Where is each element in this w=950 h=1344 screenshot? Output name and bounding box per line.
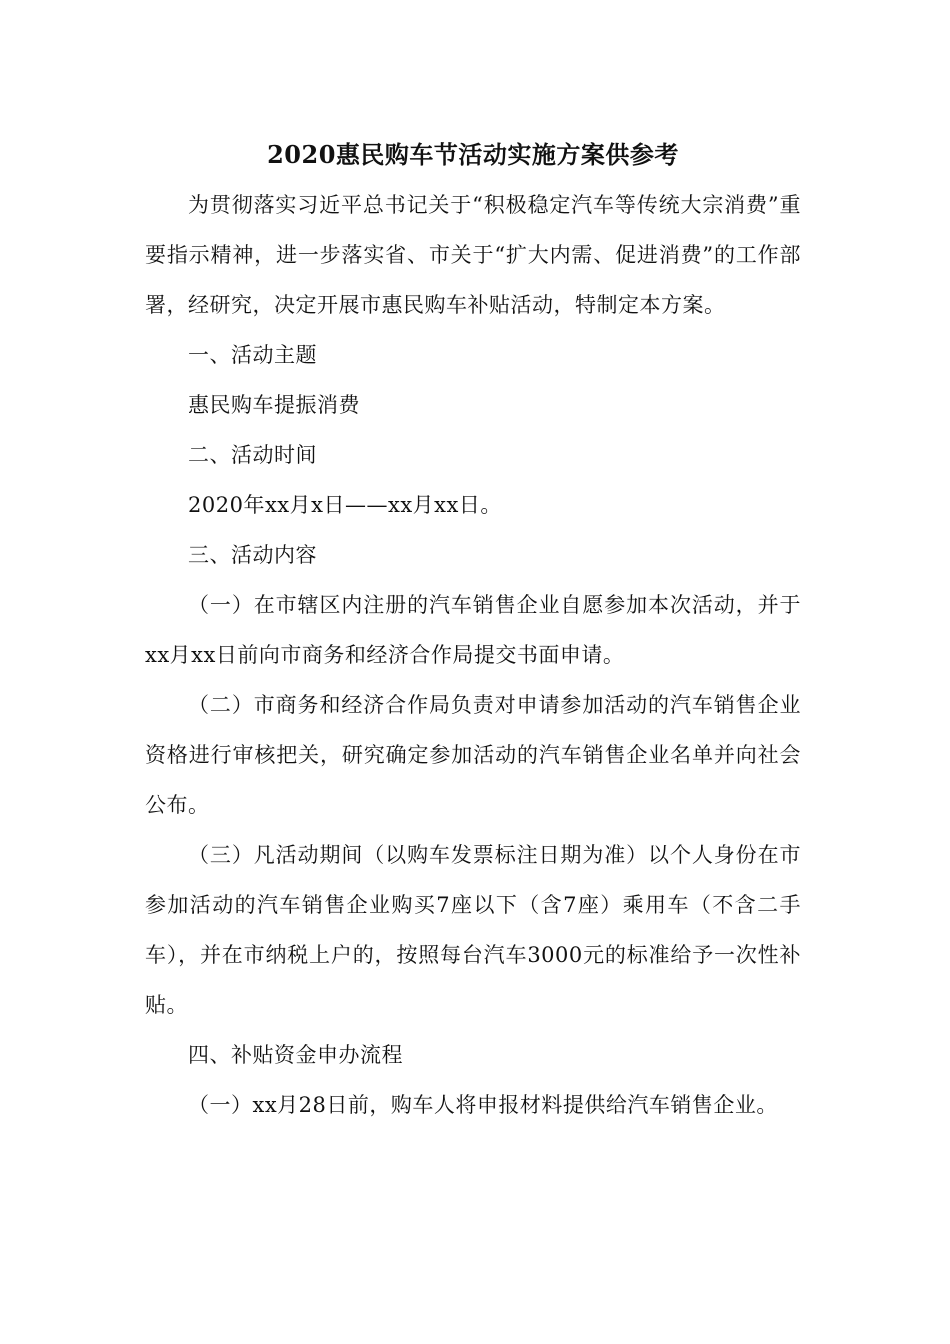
document-body (145, 130, 801, 1130)
section-heading-content: 三、活动内容 (188, 543, 317, 567)
content-item-3: （三）凡活动期间（以购车发票标注日期为准）以个人身份在市参加活动的汽车销售企业购买7座以下（含7座）乘用车（不含二手车），并在市纳税上户的，按照每台汽车3000元的标准给予一次性补贴。 (145, 843, 801, 1017)
section-heading-time: 二、活动时间 (188, 443, 317, 467)
section-heading-theme: 一、活动主题 (188, 343, 317, 367)
intro-paragraph: 为贯彻落实习近平总书记关于“积极稳定汽车等传统大宗消费”重要指示精神，进一步落实省、市关于“扩大内需、促进消费”的工作部署，经研究，决定开展市惠民购车补贴活动，特制定本方案。 (145, 193, 801, 317)
time-text: 2020年xx月x日——xx月xx日。 (188, 493, 502, 517)
process-item-1: （一）xx月28日前，购车人将申报材料提供给汽车销售企业。 (188, 1093, 778, 1117)
content-item-2: （二）市商务和经济合作局负责对申请参加活动的汽车销售企业资格进行审核把关，研究确定参加活动的汽车销售企业名单并向社会公布。 (145, 693, 801, 817)
content-item-1: （一）在市辖区内注册的汽车销售企业自愿参加本次活动，并于xx月xx日前向市商务和经济合作局提交书面申请。 (145, 593, 801, 667)
document-title: 2020惠民购车节活动实施方案供参考 (267, 140, 679, 169)
theme-text: 惠民购车提振消费 (188, 393, 360, 417)
section-heading-process: 四、补贴资金申办流程 (188, 1043, 403, 1067)
